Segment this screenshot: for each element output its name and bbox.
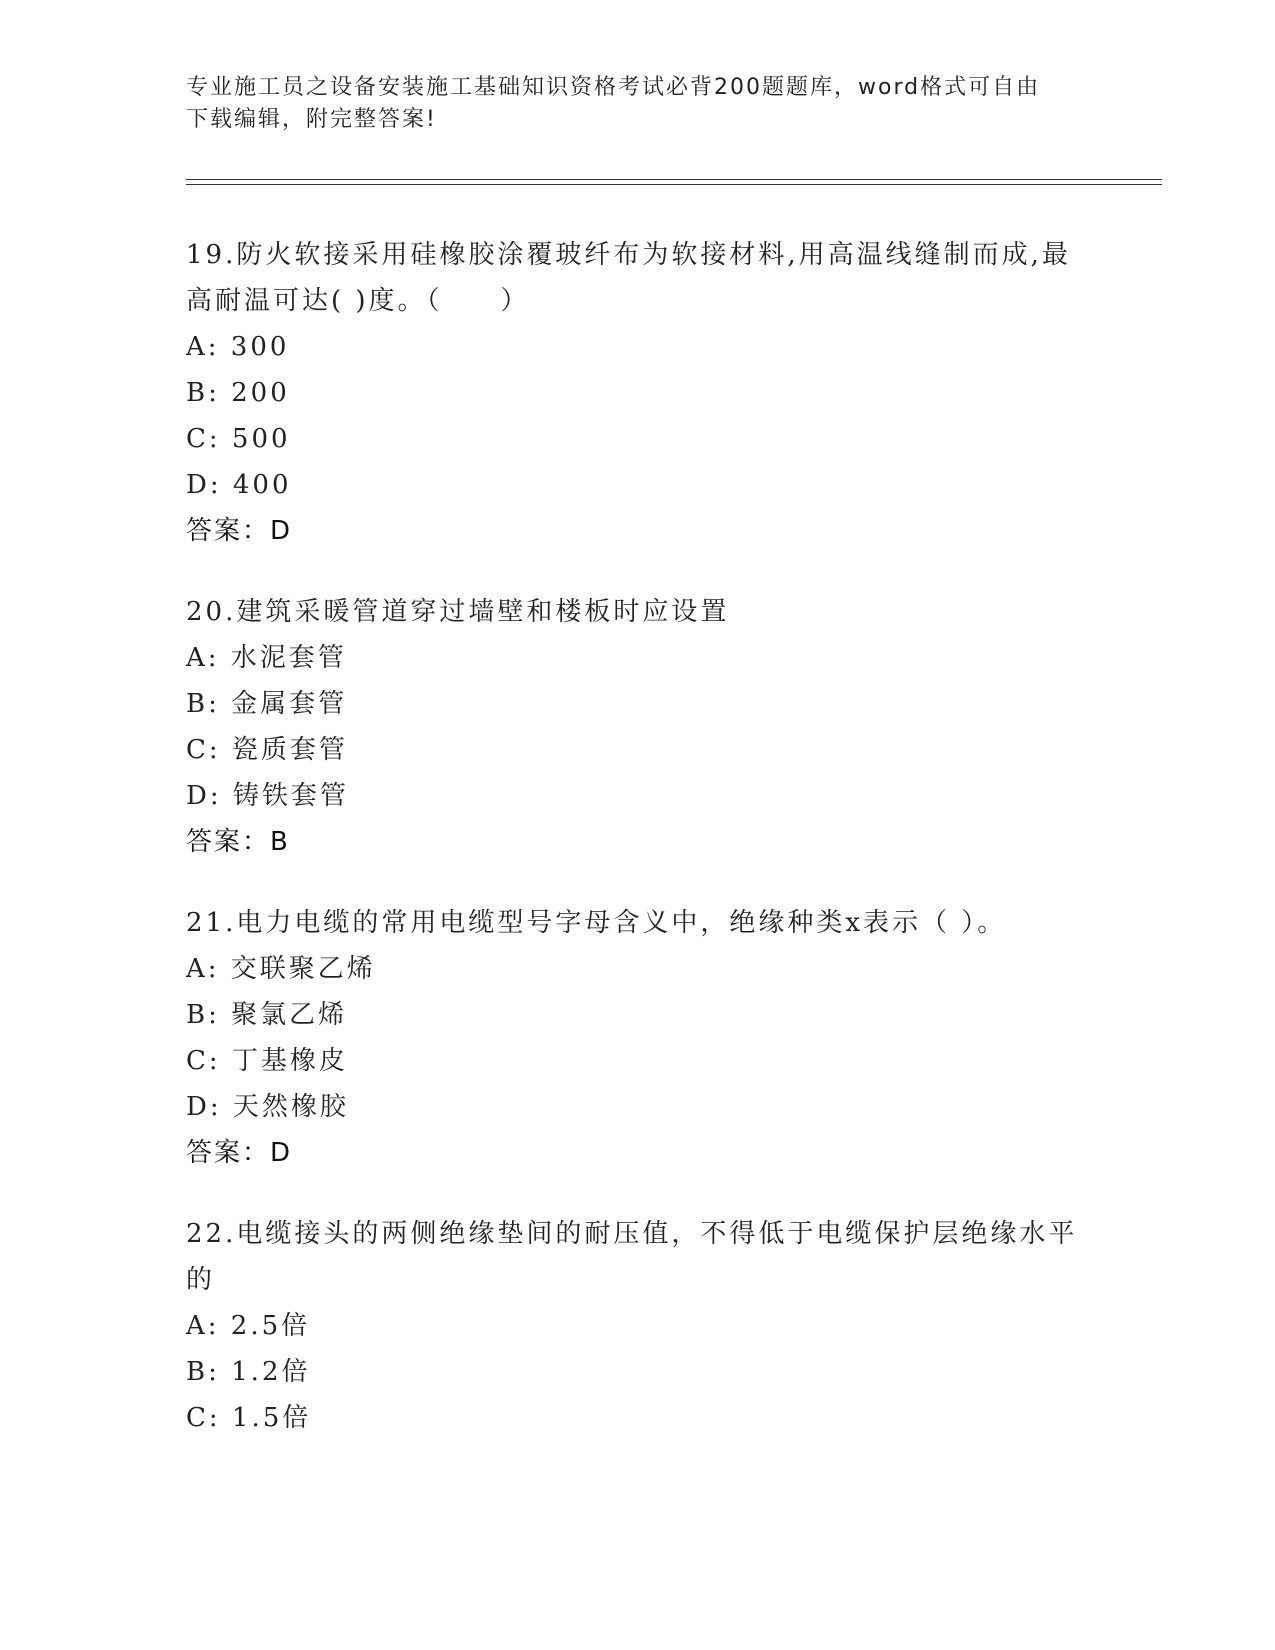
question-text: 22.电缆接头的两侧绝缘垫间的耐压值，不得低于电缆保护层绝缘水平 [186,1219,1078,1249]
option-c: C: 瓷质套管 [186,735,348,765]
option-a: A: 交联聚乙烯 [186,954,376,984]
option-d: D: 400 [186,470,292,500]
header-line-2: 下载编辑，附完整答案! [186,107,437,132]
question-text-continued: 的 [186,1265,216,1295]
header-divider-top [186,179,1162,180]
question-text-continued: 高耐温可达( )度。（ ） [186,286,530,316]
question-text: 21.电力电缆的常用电缆型号字母含义中，绝缘种类x表示（ ）。 [186,908,1007,938]
option-b: B: 1.2倍 [186,1357,311,1387]
option-a: A: 水泥套管 [186,643,347,673]
option-b: B: 聚氯乙烯 [186,1000,348,1030]
document-header [186,72,1086,136]
option-c: C: 丁基橡皮 [186,1046,348,1076]
option-b: B: 金属套管 [186,689,348,719]
question-list [186,232,1086,1476]
question-22 [186,1211,1086,1441]
question-text: 19.防火软接采用硅橡胶涂覆玻纤布为软接材料,用高温线缝制而成,最 [186,240,1071,270]
header-line-1: 专业施工员之设备安装施工基础知识资格考试必背200题题库，word格式可自由 [186,75,1041,100]
question-19 [186,232,1086,554]
option-a: A: 300 [186,332,290,362]
option-c: C: 1.5倍 [186,1403,312,1433]
option-c: C: 500 [186,424,291,454]
question-21 [186,900,1086,1176]
answer: 答案：D [186,1138,293,1168]
option-b: B: 200 [186,378,290,408]
header-divider-bottom [186,184,1162,185]
answer: 答案：D [186,516,293,546]
option-d: D: 天然橡胶 [186,1092,349,1122]
option-a: A: 2.5倍 [186,1311,311,1341]
question-text: 20.建筑采暖管道穿过墙壁和楼板时应设置 [186,597,730,627]
answer: 答案：B [186,827,290,857]
option-d: D: 铸铁套管 [186,781,349,811]
question-20 [186,589,1086,865]
